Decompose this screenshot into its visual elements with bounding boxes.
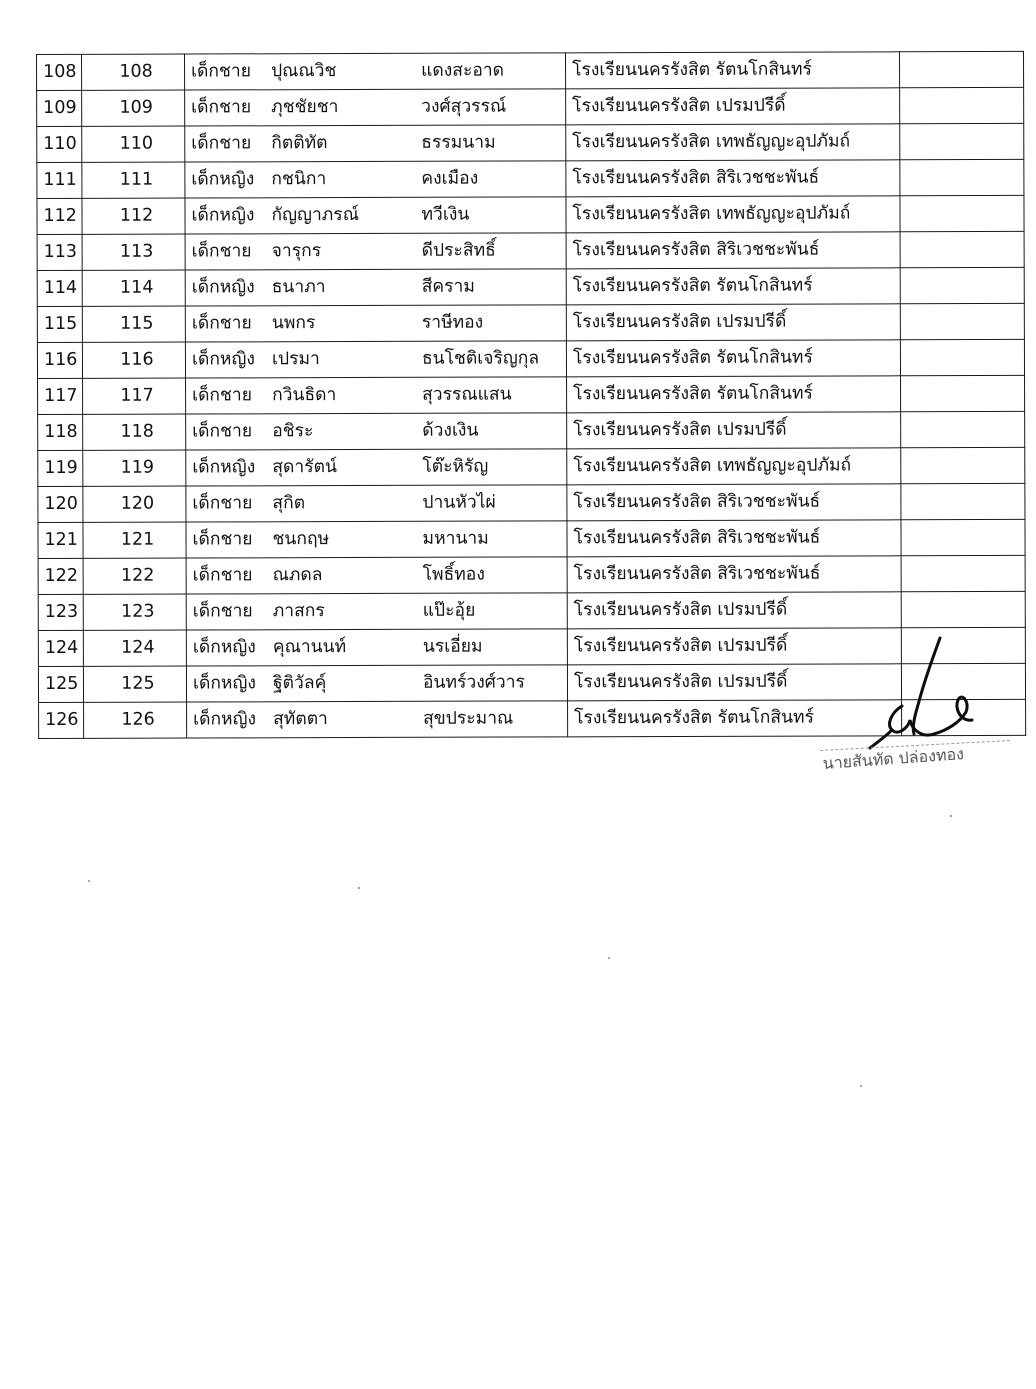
first-name: ณภดล [272,565,323,586]
school-name: โรงเรียนนครรังสิต เทพธัญญะอุปภัมถ์ [566,196,900,233]
table-row [37,303,1024,342]
scan-speck [860,1085,862,1087]
row-index: 108 [37,54,82,90]
student-name-cell [186,449,567,486]
school-name: โรงเรียนนครรังสิต เทพธัญญะอุปภัมถ์ [567,448,901,485]
table-row [37,195,1024,234]
student-number: 117 [83,378,186,414]
student-name-cell [186,485,567,522]
table-row [38,519,1025,558]
signature-cell [900,123,1024,159]
row-index: 115 [37,306,82,342]
signature-cell [901,483,1025,519]
student-name-cell [185,53,566,90]
student-number: 110 [82,126,185,162]
signature-cell [900,195,1024,231]
signer-name: นายสันทัด ปล่องทอง [822,744,965,773]
table-row [38,411,1025,450]
signature-cell [900,303,1024,339]
signature-cell [901,447,1025,483]
student-name-cell [186,377,567,414]
row-index: 120 [38,486,83,522]
last-name: ทวีเงิน [421,204,470,225]
signature-cell [900,159,1024,195]
first-name: คุณานนท์ [272,637,347,658]
student-name-cell [185,89,566,126]
school-name: โรงเรียนนครรังสิต รัตนโกสินทร์ [567,376,901,413]
student-name-cell [185,269,566,306]
signature-cell [900,339,1024,375]
row-index: 112 [37,198,82,234]
table-row [37,339,1024,378]
name-prefix: เด็กหญิง [192,637,256,658]
name-prefix: เด็กชาย [192,601,253,622]
student-name-cell [186,665,567,702]
table-row [37,87,1024,126]
first-name: อชิระ [272,421,314,442]
student-number: 108 [82,54,185,90]
last-name: สุวรรณแสน [422,384,512,405]
last-name: ปานหัวไผ่ [422,492,496,513]
student-name-cell [186,521,567,558]
last-name: วงศ์สุวรรณ์ [421,96,507,117]
student-name-cell [186,629,567,666]
name-prefix: เด็กชาย [192,493,253,514]
school-name: โรงเรียนนครรังสิต รัตนโกสินทร์ [568,700,902,737]
student-name-cell [185,305,566,342]
first-name: ธนาภา [271,277,326,298]
school-name: โรงเรียนนครรังสิต เปรมปรีดิ์ [566,88,900,125]
last-name: ธรรมนาม [421,132,496,153]
row-index: 126 [39,702,84,738]
first-name: ชนกฤษ [272,529,330,550]
first-name: สุทัตตา [273,709,328,730]
row-index: 117 [38,378,83,414]
student-number: 118 [83,414,186,450]
signature-cell [901,519,1025,555]
signature-cell [901,555,1025,591]
student-number: 119 [83,450,186,486]
student-number: 123 [83,594,186,630]
table-row [38,555,1025,594]
first-name: กิตติทัต [271,133,328,154]
row-index: 114 [37,270,82,306]
school-name: โรงเรียนนครรังสิต รัตนโกสินทร์ [566,268,900,305]
first-name: จารุกร [271,241,322,262]
last-name: มหานาม [422,528,489,549]
signature-cell [901,591,1025,627]
student-number: 125 [83,666,186,702]
row-index: 121 [38,522,83,558]
last-name: ราษีทอง [421,312,484,333]
handwritten-signature [862,630,982,760]
student-number: 126 [84,702,187,738]
school-name: โรงเรียนนครรังสิต เปรมปรีดิ์ [567,664,901,701]
student-number: 116 [82,342,185,378]
scan-speck [358,887,360,889]
name-prefix: เด็กชาย [192,529,253,550]
school-name: โรงเรียนนครรังสิต เปรมปรีดิ์ [566,304,900,341]
name-prefix: เด็กชาย [192,385,253,406]
name-prefix: เด็กหญิง [191,169,255,190]
student-number: 124 [83,630,186,666]
table-row [37,51,1024,90]
first-name: ภาสกร [272,601,325,622]
last-name: แป๊ะอุ้ย [422,600,476,621]
school-name: โรงเรียนนครรังสิต สิริเวชชะพันธ์ [567,484,901,521]
row-index: 113 [37,234,82,270]
row-index: 110 [37,126,82,162]
last-name: แดงสะอาด [421,60,505,81]
last-name: นรเอี่ยม [422,636,483,657]
student-number: 113 [82,234,185,270]
school-name: โรงเรียนนครรังสิต สิริเวชชะพันธ์ [566,160,900,197]
first-name: กชนิกา [271,169,327,190]
last-name: คงเมือง [421,168,479,189]
student-name-cell [185,161,566,198]
last-name: ดีประสิทธิ์ [421,240,496,261]
school-name: โรงเรียนนครรังสิต สิริเวชชะพันธ์ [566,232,900,269]
table-row [37,267,1024,306]
scan-speck [88,880,90,882]
school-name: โรงเรียนนครรังสิต เทพธัญญะอุปภัมถ์ [566,124,900,161]
signature-cell [900,231,1024,267]
student-number: 120 [83,486,186,522]
signature-cell [900,267,1024,303]
scan-speck [608,957,610,959]
school-name: โรงเรียนนครรังสิต สิริเวชชะพันธ์ [567,556,901,593]
student-number: 111 [82,162,185,198]
student-number: 122 [83,558,186,594]
student-name-cell [185,197,566,234]
name-prefix: เด็กหญิง [192,457,256,478]
table-row [37,123,1024,162]
row-index: 123 [38,594,83,630]
first-name: สุดารัตน์ [272,457,337,478]
first-name: ฐิติวัลคุ์ [272,673,327,694]
row-index: 124 [38,630,83,666]
student-name-cell [186,557,567,594]
first-name: นพกร [271,313,316,334]
name-prefix: เด็กชาย [192,565,253,586]
student-number: 114 [82,270,185,306]
table-row [37,159,1024,198]
student-number: 109 [82,90,185,126]
table-row [38,447,1025,486]
name-prefix: เด็กชาย [191,313,252,334]
table-row [38,375,1025,414]
student-number: 115 [82,306,185,342]
student-name-cell [185,233,566,270]
student-name-cell [186,413,567,450]
last-name: ธนโชติเจริญกุล [421,348,540,369]
last-name: ด้วงเงิน [422,420,479,441]
name-prefix: เด็กหญิง [193,709,257,730]
school-name: โรงเรียนนครรังสิต รัตนโกสินทร์ [565,52,899,89]
school-name: โรงเรียนนครรังสิต เปรมปรีดิ์ [567,628,901,665]
scan-speck [950,815,952,817]
name-prefix: เด็กหญิง [191,205,255,226]
row-index: 122 [38,558,83,594]
name-prefix: เด็กชาย [191,61,251,82]
name-prefix: เด็กหญิง [192,673,256,694]
row-index: 125 [38,666,83,702]
first-name: ปุณณวิช [271,61,337,82]
row-index: 119 [38,450,83,486]
row-index: 111 [37,162,82,198]
table-row [38,591,1025,630]
table-row [38,483,1025,522]
row-index: 118 [38,414,83,450]
first-name: สุกิต [272,493,306,514]
first-name: กวินธิดา [272,385,337,406]
name-prefix: เด็กชาย [191,97,252,118]
student-number: 121 [83,522,186,558]
row-index: 109 [37,90,82,126]
student-name-cell [185,341,566,378]
name-prefix: เด็กหญิง [191,277,255,298]
student-number: 112 [82,198,185,234]
school-name: โรงเรียนนครรังสิต เปรมปรีดิ์ [567,412,901,449]
student-name-cell [185,125,566,162]
last-name: สุขประมาณ [423,708,514,729]
last-name: อินทร์วงศ์วาร [422,672,525,693]
name-prefix: เด็กหญิง [191,349,255,370]
name-prefix: เด็กชาย [191,241,252,262]
name-prefix: เด็กชาย [192,421,253,442]
signature-cell [901,375,1025,411]
first-name: กัญญาภรณ์ [271,204,359,226]
signature-cell [900,87,1024,123]
first-name: ภุชชัยชา [271,97,339,118]
last-name: โต๊ะหิรัญ [422,456,489,477]
school-name: โรงเรียนนครรังสิต รัตนโกสินทร์ [566,340,900,377]
signature-cell [899,51,1023,87]
school-name: โรงเรียนนครรังสิต เปรมปรีดิ์ [567,592,901,629]
signature-cell [901,411,1025,447]
student-name-cell [186,593,567,630]
school-name: โรงเรียนนครรังสิต สิริเวชชะพันธ์ [567,520,901,557]
first-name: เปรมา [271,349,320,370]
row-index: 116 [37,342,82,378]
last-name: สีคราม [421,276,475,297]
name-prefix: เด็กชาย [191,133,252,154]
student-name-cell [187,701,568,738]
last-name: โพธิ์ทอง [422,564,485,585]
table-row [37,231,1024,270]
